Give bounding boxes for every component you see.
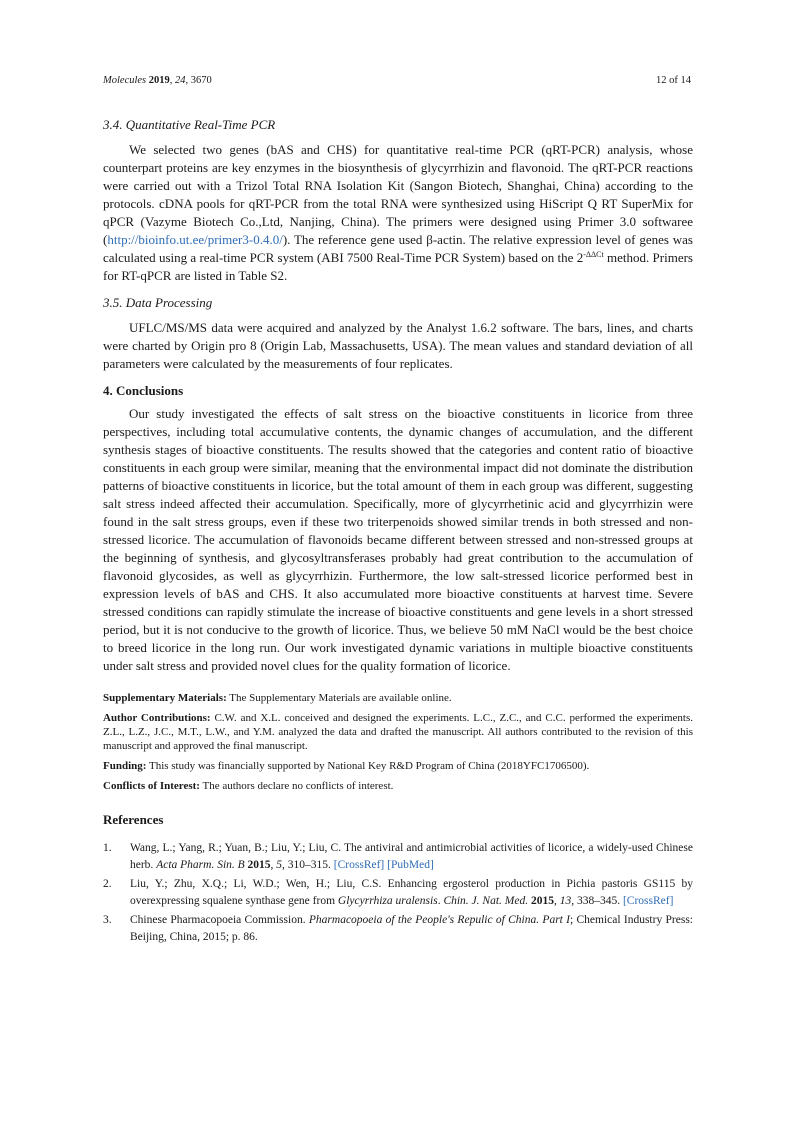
reference-separator: . <box>437 894 444 907</box>
supplementary-label: Supplementary Materials: <box>103 692 227 704</box>
crossref-link[interactable]: [CrossRef] <box>333 858 385 871</box>
reference-text: Wang, L.; Yang, R.; Yuan, B.; Liu, Y.; Liu, C. The antiviral and antimicrobial activities of licorice, a widely-used Chinese herb. <box>130 842 693 871</box>
pubmed-link[interactable]: [PubMed] <box>387 858 434 871</box>
reference-number: 3. <box>103 914 112 926</box>
conflicts-text: The authors declare no conflicts of interest. <box>199 780 394 792</box>
journal-citation: Molecules 2019, 24, 3670 <box>103 75 212 86</box>
contributions-label: Author Contributions: <box>103 712 211 724</box>
reference-journal: Acta Pharm. Sin. B <box>156 858 245 871</box>
reference-list <box>103 840 693 945</box>
funding-label: Funding: <box>103 760 147 772</box>
journal-year: 2019 <box>148 75 170 86</box>
journal-name: Molecules <box>103 75 147 86</box>
section-title-conclusions: 4. Conclusions <box>103 383 184 398</box>
reference-item: 1. Wang, L.; Yang, R.; Yuan, B.; Liu, Y.; Liu, C. The antiviral and antimicrobial activities of licorice, a widely-used Chinese herb. Acta Pharm. Sin. B 2015, 5, 310–315. [CrossRef] [PubMed] <box>103 842 693 871</box>
author-contributions <box>103 711 693 753</box>
reference-species: Glycyrrhiza uralensis <box>337 894 438 907</box>
paragraph-conclusions: Our study investigated the effects of salt stress on the bioactive constituents in licorice from three perspectives, including total accumulative contents, the dynamic changes of accumulation, and the different synthesis stages of bioactive constituents. The results showed that the categories and content ratio of bioactive constituents in each group were similar, meaning that the environmental impact did not dominate the distribution patterns of bioactive constituents in licorice, but the total amount of them in each group was different, suggesting salt stress indeed affected their accumulation. Specifically, more of glycyrrhetinic acid and glycyrrhizin were found in the salt stress groups, even if these two triterpenoids showed similar trends in both stressed and non-stressed licorice. The accumulation of flavonoids became different between stressed and non-stressed groups at the beginning of synthesis, and glycosyltransferases probably had great contribution to the accumulation of flavonoid glycosides, as well as glycyrrhizin. Furthermore, the low salt-stressed licorice performed best in expression levels of bAS and CHS. It also accumulated more bioactive constituents at harvest time. Severe stressed conditions can rapidly stimulate the increase of bioactive constituents and gene levels in a short stressed period, but it is not conducive to the growth of licorice. Thus, we believe 50 mM NaCl would be the best choice to breed licorice in the long run. Our work investigated dynamic variations in multiple bioactive constituents under salt stress and provided novel clues for the quality formation of licorice. <box>103 406 693 673</box>
paragraph-processing: UFLC/MS/MS data were acquired and analyzed by the Analyst 1.6.2 software. The bars, lines, and charts were charted by Origin pro 8 (Origin Lab, Massachusetts, USA). The mean values and standard deviation of all parameters were calculated by the measurements of four replicates. <box>103 320 693 371</box>
primer3-link[interactable]: http://bioinfo.ut.ee/primer3-0.4.0/ <box>107 232 283 247</box>
reference-volume: 5 <box>276 858 283 871</box>
references-title: References <box>103 812 164 827</box>
reference-pages: , 338–345. <box>571 894 623 907</box>
conflicts-label: Conflicts of Interest: <box>103 780 200 792</box>
reference-text: Chinese Pharmacopoeia Commission. <box>130 914 309 926</box>
reference-pages: , 310–315. <box>282 858 334 871</box>
qpcr-text-b: ). The reference gene used β-actin. The relative expression level of genes was calculated using a real-time PCR system (ABI 7500 Real-Time PCR System) based on the 2 <box>103 232 693 265</box>
funding <box>103 759 693 773</box>
reference-item: 2. Liu, Y.; Zhu, X.Q.; Li, W.D.; Wen, H.; Liu, C.S. Enhancing ergosterol production in Pichia pastoris GS115 by overexpressing squalene synthase gene from Glycyrrhiza uralensis. Chin. J. Nat. Med. 2015, 13, 338–345. [CrossRef] <box>103 878 693 907</box>
funding-text: This study was financially supported by National Key R&D Program of China (2018YFC1706500). <box>146 760 590 772</box>
ddct-superscript: -ΔΔCt <box>583 250 604 259</box>
journal-volume: 24 <box>175 75 186 86</box>
reference-text: Liu, Y.; Zhu, X.Q.; Li, W.D.; Wen, H.; Liu, C.S. Enhancing ergosterol production in Pichia pastoris GS115 by overexpressing squalene synthase gene from <box>130 878 693 907</box>
section-title-qpcr: 3.4. Quantitative Real-Time PCR <box>103 117 276 132</box>
supplementary-materials <box>103 691 693 705</box>
reference-number: 1. <box>103 842 112 854</box>
reference-publisher: ; Chemical Industry Press: Beijing, China, 2015; p. 86. <box>130 914 693 943</box>
reference-number: 2. <box>103 878 112 890</box>
qpcr-text-a: We selected two genes (bAS and CHS) for quantitative real-time PCR (qRT-PCR) analysis, whose counterpart proteins are key enzymes in the biosynthesis of glycyrrhizin and flavonoid. The qRT-PCR reactions were carried out with a Trizol Total RNA Isolation Kit (Sangon Biotech, Shanghai, China) according to the protocols. cDNA pools for qRT-PCR from the total RNA were synthesized using HiScript Q RT SuperMix for qPCR (Vazyme Biotech Co.,Ltd, Nanjing, China). The primers were designed using Primer 3.0 softwaree ( <box>103 142 693 247</box>
article-number: 3670 <box>190 75 212 86</box>
reference-year: 2015 <box>530 894 554 907</box>
main-content <box>103 116 693 948</box>
paragraph-qpcr <box>103 141 693 285</box>
supplementary-text: The Supplementary Materials are available online. <box>226 692 452 704</box>
section-title-processing: 3.5. Data Processing <box>103 295 213 310</box>
reference-book: Pharmacopoeia of the People's Repulic of China. Part I <box>308 914 570 926</box>
reference-item <box>103 912 693 945</box>
reference-journal: Chin. J. Nat. Med. <box>443 894 529 907</box>
qpcr-text-c: method. Primers for RT-qPCR are listed in Table S2. <box>103 250 693 283</box>
crossref-link[interactable]: [CrossRef] <box>622 894 674 907</box>
conflicts-of-interest <box>103 779 693 793</box>
reference-volume: 13 <box>559 894 572 907</box>
page-number: 12 of 14 <box>656 75 691 86</box>
reference-year: 2015 <box>247 858 271 871</box>
contributions-text: C.W. and X.L. conceived and designed the experiments. L.C., Z.C., and C.C. performed the experiments. Z.L., L.Z., J.C., M.T., L.W., and Y.M. analyzed the data and drafted the manuscript. All authors contributed to the revision of this manuscript and approved the final manuscript. <box>103 712 693 752</box>
